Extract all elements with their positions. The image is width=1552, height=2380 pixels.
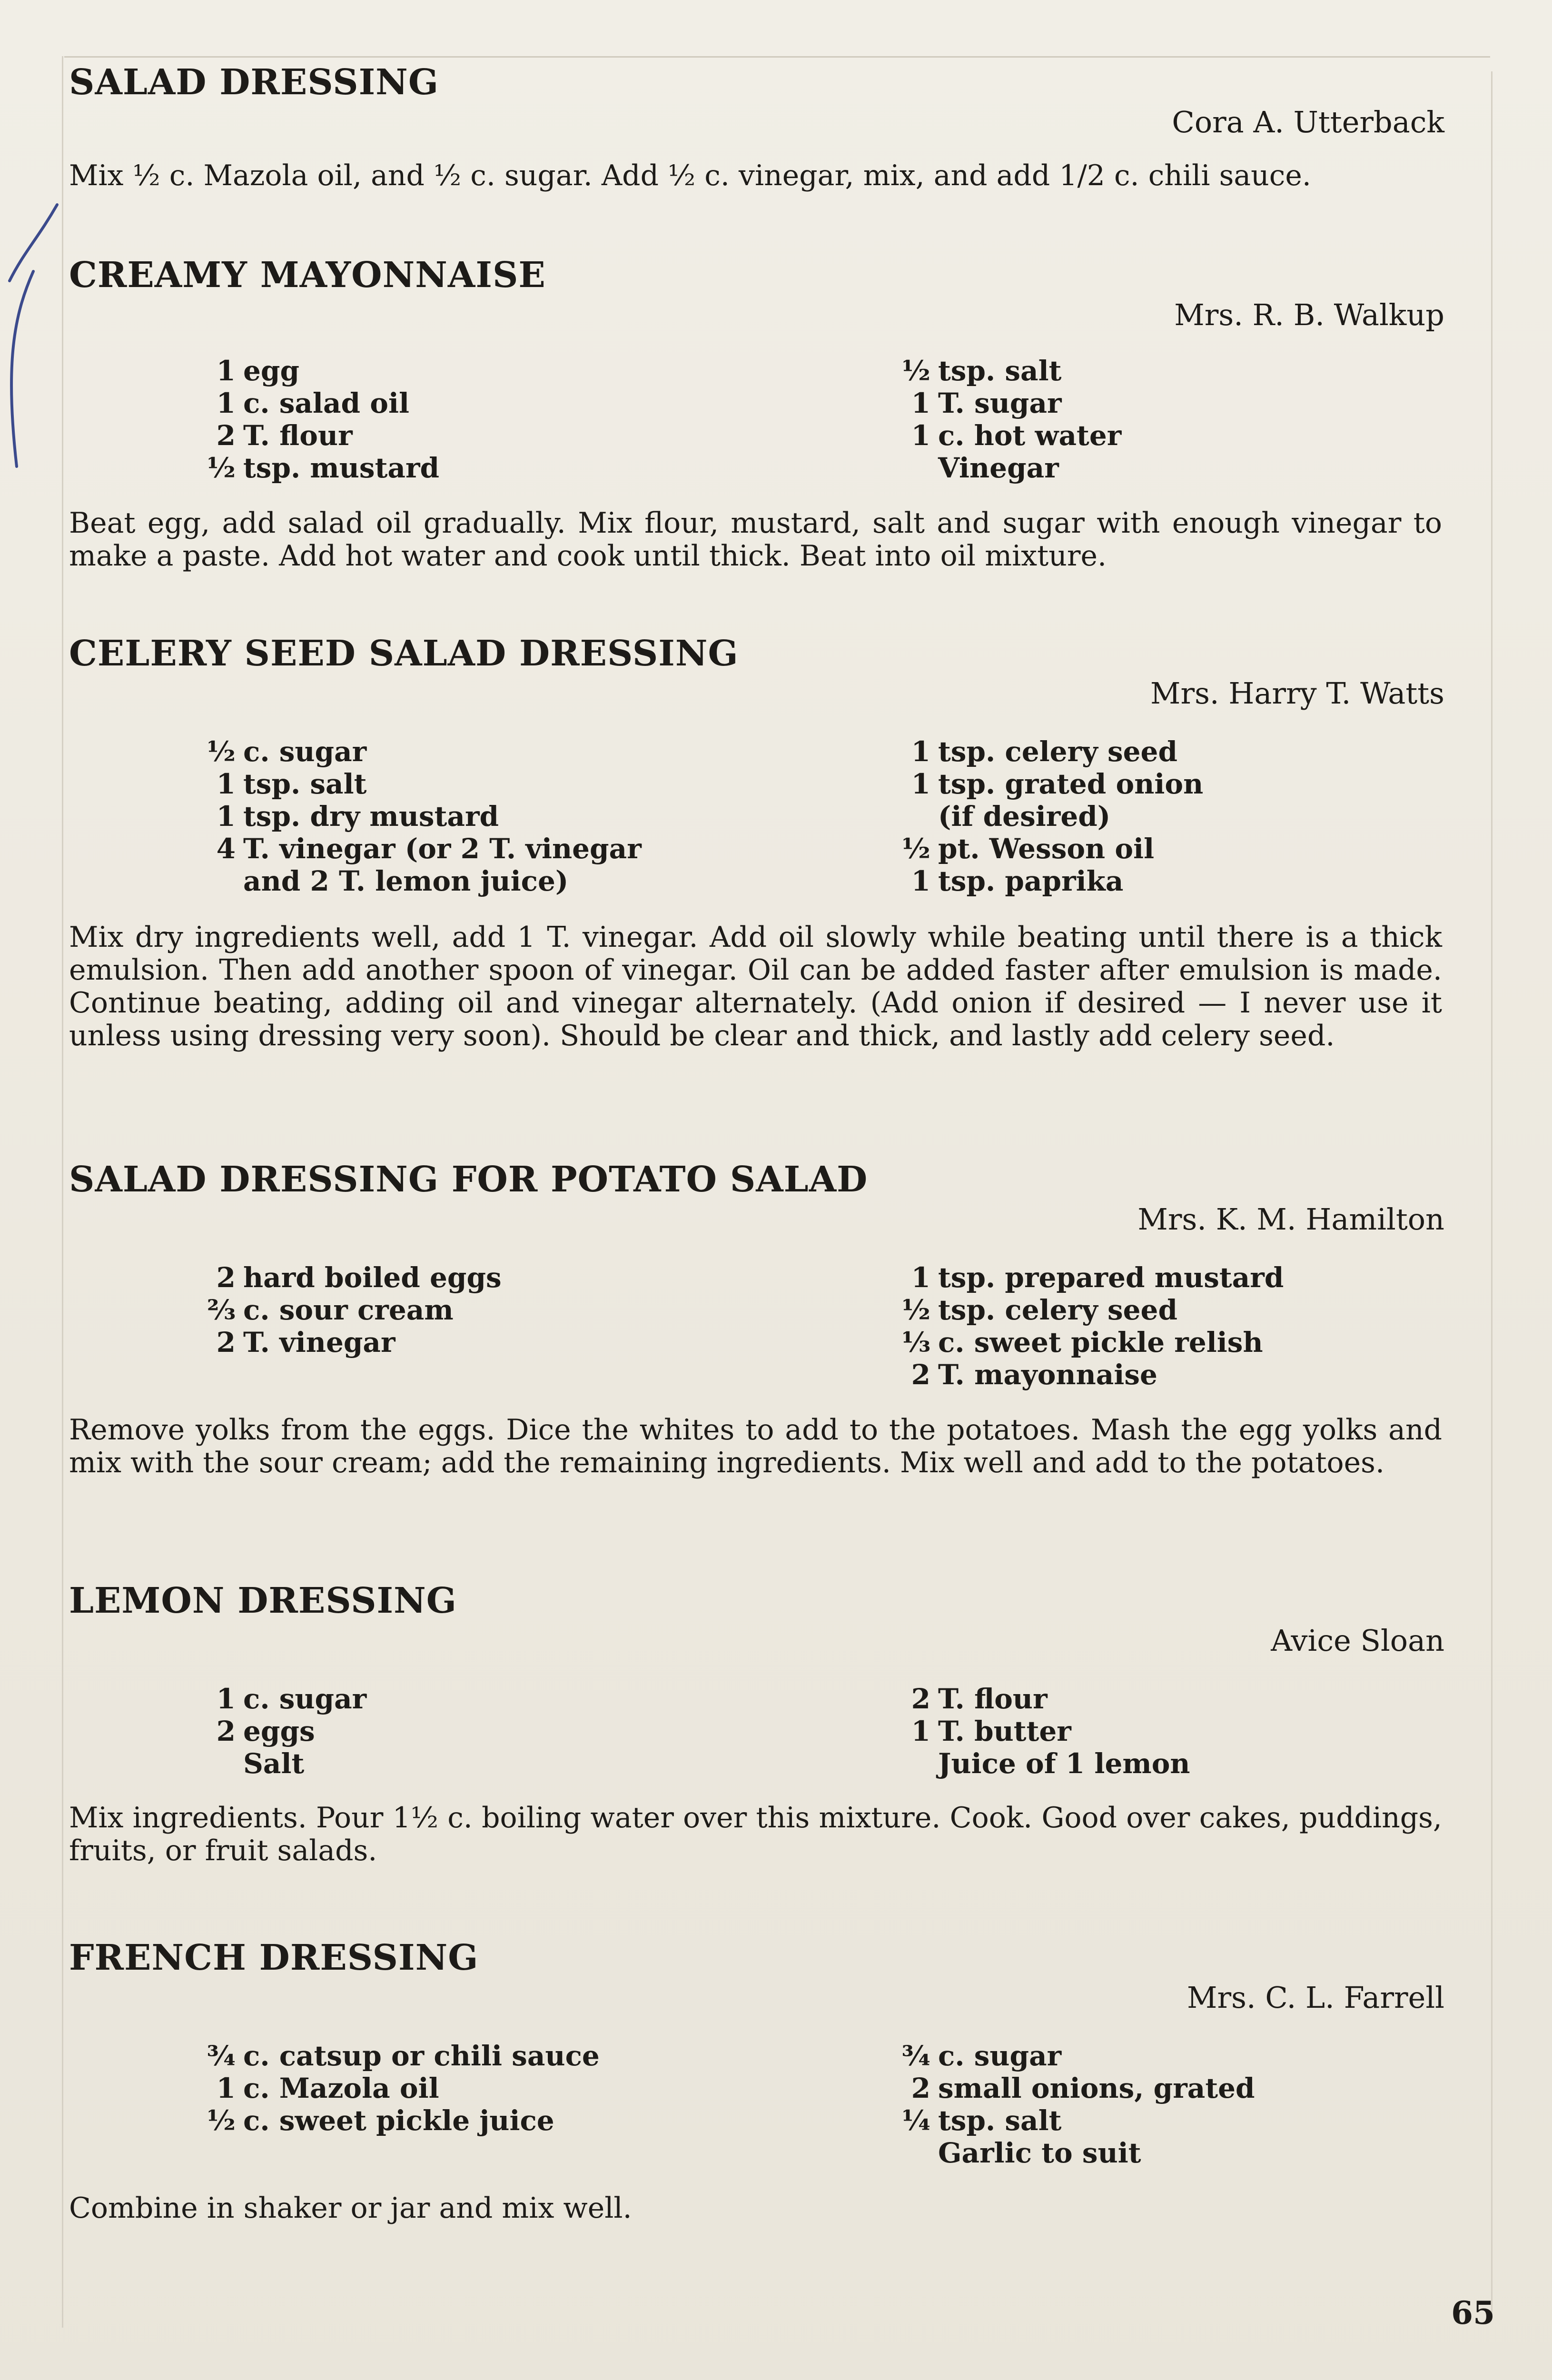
ingredient-row: Vinegar — [938, 452, 1059, 484]
ingredient-row: ⅓ c. sweet pickle relish — [901, 1326, 1263, 1359]
ingredient-row: ¾ c. sugar — [901, 2040, 1062, 2072]
recipe-instructions: Mix ½ c. Mazola oil, and ½ c. sugar. Add ½ c. vinegar, mix, and add 1/2 c. chili sauce. — [69, 159, 1311, 192]
ingredient-row: Juice of 1 lemon — [938, 1747, 1190, 1780]
recipe-author: Mrs. R. B. Walkup — [1174, 298, 1444, 332]
recipe-instructions: Beat egg, add salad oil gradually. Mix flour, mustard, salt and sugar with enough vinegar to make a paste. Add hot water and cook until thick. Beat into oil mixture. — [69, 506, 1442, 573]
recipe-title: CELERY SEED SALAD DRESSING — [69, 633, 739, 674]
ingredient-row: 1 tsp. celery seed — [911, 735, 1177, 768]
ingredient-row: 2 eggs — [216, 1715, 315, 1747]
recipe-instructions: Remove yolks from the eggs. Dice the whites to add to the potatoes. Mash the egg yolks and mix with the sour cream; add the remaining ingredients. Mix well and add to the potatoes. — [69, 1413, 1442, 1479]
recipe-title: LEMON DRESSING — [69, 1580, 457, 1621]
ingredient-row: (if desired) — [938, 800, 1111, 833]
ingredient-row: 1 tsp. prepared mustard — [911, 1261, 1284, 1294]
ingredient-row: ½ tsp. salt — [901, 355, 1062, 387]
ingredient-row: 1 tsp. paprika — [911, 865, 1124, 897]
recipe-author: Avice Sloan — [1271, 1623, 1444, 1658]
ingredient-list-left — [198, 735, 642, 897]
ingredient-row: 2 hard boiled eggs — [216, 1261, 502, 1294]
ingredient-row: 1 c. hot water — [911, 419, 1122, 452]
recipe-title: CREAMY MAYONNAISE — [69, 255, 546, 296]
ingredient-row: ½ pt. Wesson oil — [901, 833, 1155, 865]
ingredient-row: 1 c. sugar — [216, 1683, 367, 1715]
ingredient-row: 1 tsp. dry mustard — [216, 800, 499, 833]
recipe-title: SALAD DRESSING — [69, 62, 439, 103]
ingredient-row: 1 c. salad oil — [216, 387, 410, 419]
recipe-instructions: Mix dry ingredients well, add 1 T. vinegar. Add oil slowly while beating until there is a thick emulsion. Then add another spoon of vinegar. Oil can be added faster after emulsion is made. Continue beating, adding oil and vinegar alternately. (Add onion if desired — I never use it unless using dressing very soon). Should be clear and thick, and lastly add celery seed. — [69, 921, 1442, 1052]
ingredient-list-left — [198, 1683, 366, 1780]
recipe-instructions: Mix ingredients. Pour 1½ c. boiling water over this mixture. Cook. Good over cakes, puddings, fruits, or fruit salads. — [69, 1801, 1442, 1867]
ingredient-row: 2 T. vinegar — [216, 1326, 395, 1359]
ingredient-row: 2 T. mayonnaise — [911, 1359, 1157, 1391]
ingredient-list-right — [892, 355, 1121, 484]
ingredient-list-left — [198, 2040, 600, 2137]
ingredient-row: 1 c. Mazola oil — [216, 2072, 439, 2104]
ingredient-row: 4 T. vinegar (or 2 T. vinegar — [216, 833, 642, 865]
ingredient-row: ½ c. sweet pickle juice — [207, 2104, 554, 2137]
page-border-top — [64, 56, 1490, 58]
recipe-author: Mrs. Harry T. Watts — [1150, 676, 1444, 711]
ingredient-row: ½ c. sugar — [207, 735, 367, 768]
ingredient-list-right — [892, 735, 1203, 897]
ingredient-row: Garlic to suit — [938, 2137, 1141, 2169]
ingredient-row: ½ tsp. mustard — [207, 452, 440, 484]
recipe-title: FRENCH DRESSING — [69, 1937, 479, 1978]
ingredient-row: 1 tsp. salt — [216, 768, 367, 800]
ingredient-list-right — [892, 1683, 1190, 1780]
ingredient-row: 1 egg — [216, 355, 300, 387]
ingredient-row: ¼ tsp. salt — [901, 2104, 1062, 2137]
ingredient-row: 1 T. butter — [911, 1715, 1071, 1747]
ingredient-row: 2 small onions, grated — [911, 2072, 1255, 2104]
ingredient-row: 2 T. flour — [216, 419, 353, 452]
page-border-right — [1491, 71, 1493, 2318]
recipe-instructions: Combine in shaker or jar and mix well. — [69, 2192, 632, 2225]
ingredient-row: Salt — [243, 1747, 305, 1780]
ingredient-row: 2 T. flour — [911, 1683, 1048, 1715]
recipe-author: Cora A. Utterback — [1172, 105, 1444, 139]
pen-mark-icon — [0, 200, 76, 486]
ingredient-list-left — [198, 1261, 502, 1359]
ingredient-row: and 2 T. lemon juice) — [243, 865, 569, 897]
ingredient-list-right — [892, 1261, 1284, 1391]
ingredient-row: 1 tsp. grated onion — [911, 768, 1204, 800]
ingredient-row: ½ tsp. celery seed — [901, 1294, 1177, 1326]
ingredient-list-right — [892, 2040, 1255, 2169]
ingredient-row: ⅔ c. sour cream — [207, 1294, 454, 1326]
ingredient-list-left — [198, 355, 439, 484]
recipe-author: Mrs. C. L. Farrell — [1187, 1980, 1444, 2015]
page-number: 65 — [1451, 2294, 1495, 2331]
recipe-title: SALAD DRESSING FOR POTATO SALAD — [69, 1159, 868, 1200]
ingredient-row: ¾ c. catsup or chili sauce — [207, 2040, 600, 2072]
recipe-author: Mrs. K. M. Hamilton — [1137, 1202, 1444, 1237]
ingredient-row: 1 T. sugar — [911, 387, 1062, 419]
